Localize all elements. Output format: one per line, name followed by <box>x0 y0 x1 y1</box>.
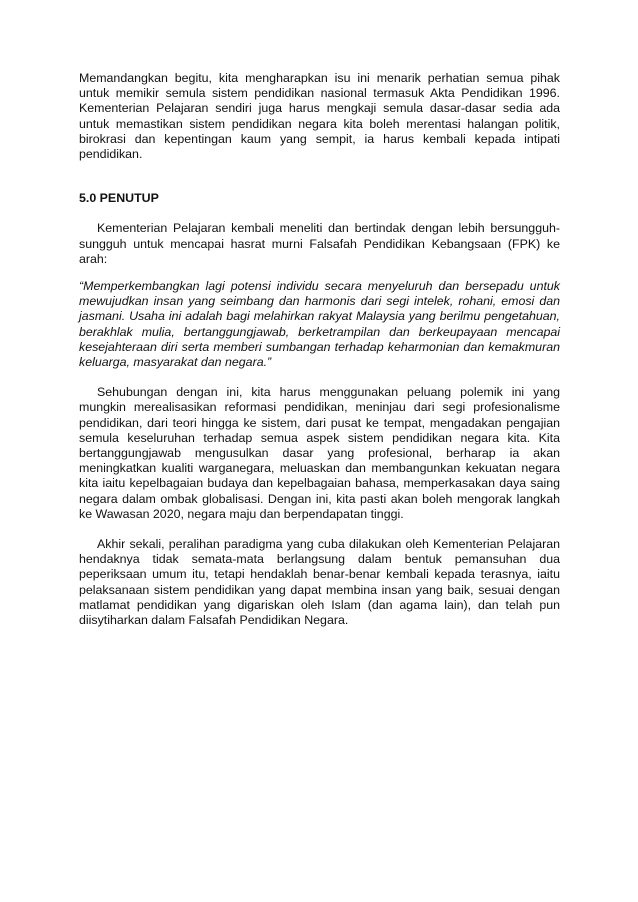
paragraph-conclusion: Akhir sekali, peralihan paradigma yang cuba dilakukan oleh Kementerian Pelajaran hendaknya tidak semata-mata berlangsung dalam bentuk pemansuhan dua peperiksaan umum itu, tetapi hendaklah benar-benar kembali kepada terasnya, iaitu pelaksanaan sistem pendidikan yang dapat membina insan yang baik, sesuai dengan matlamat pendidikan yang digariskan oleh Islam (dan agama lain), dan telah pun diisytiharkan dalam Falsafah Pendidikan Negara. <box>79 537 560 628</box>
intro-paragraph: Memandangkan begitu, kita mengharapkan isu ini menarik perhatian semua pihak untuk memikir semula sistem pendidikan nasional termasuk Akta Pendidikan 1996. Kementerian Pelajaran sendiri juga harus mengkaji semula dasar-dasar sedia ada untuk memastikan sistem pendidikan negara kita boleh merentasi halangan politik, birokrasi dan kepentingan kaum yang sempit, ia harus kembali kepada intipati pendidikan. <box>79 71 560 162</box>
fpk-quote: “Memperkembangkan lagi potensi individu secara menyeluruh dan bersepadu untuk mewujudkan insan yang seimbang dan harmonis dari segi intelek, rohani, emosi dan jasmani. Usaha ini adalah bagi melahirkan rakyat Malaysia yang berilmu pengetahuan, berakhlak mulia, bertanggungjawab, berketrampilan dan berkeupayaan mencapai kesejahteraan diri serta memberi sumbangan terhadap keharmonian dan kemakmuran keluarga, masyarakat dan negara.” <box>79 279 560 370</box>
paragraph-reform: Sehubungan dengan ini, kita harus menggunakan peluang polemik ini yang mungkin merealisasikan reformasi pendidikan, meninjau dari segi profesionalisme pendidikan, dari teori hingga ke sistem, dari pusat ke tempat, mengadakan pengajian semula keseluruhan terhadap semua aspek sistem pendidikan negara kita. Kita bertanggungjawab mengusulkan dasar yang profesional, berharap ia akan meningkatkan kualiti warganegara, meluaskan dan membangunkan kekuatan negara kita iaitu kepelbagaian budaya dan kepelbagaian bahasa, memperkasakan daya saing negara dalam ombak globalisasi. Dengan ini, kita pasti akan boleh mengorak langkah ke Wawasan 2020, negara maju dan berpendapatan tinggi. <box>79 385 560 521</box>
section-heading: 5.0 PENUTUP <box>79 191 159 206</box>
paragraph-fpk-intro: Kementerian Pelajaran kembali meneliti dan bertindak dengan lebih bersungguh-sungguh untuk mencapai hasrat murni Falsafah Pendidikan Kebangsaan (FPK) ke arah: <box>79 221 560 266</box>
document-page <box>79 71 560 628</box>
